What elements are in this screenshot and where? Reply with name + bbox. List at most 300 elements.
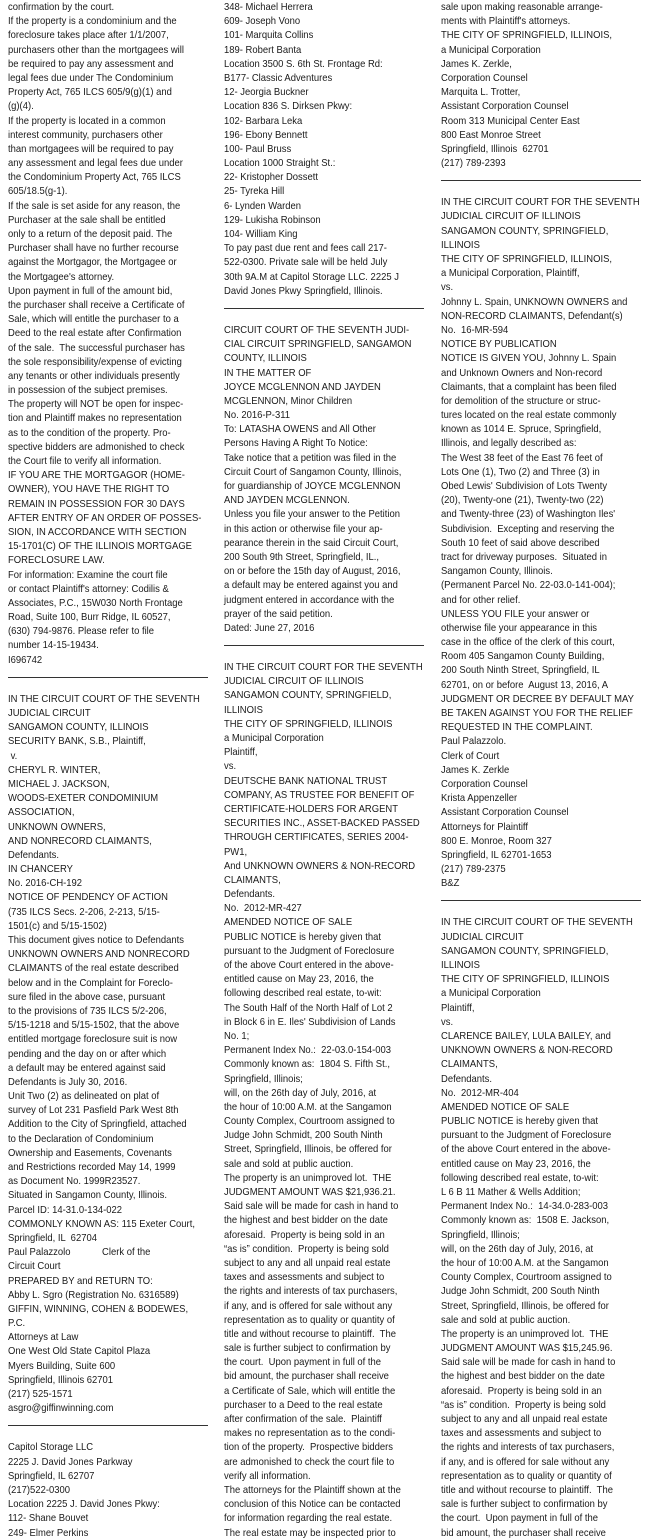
- notice-line: JOYCE MCGLENNON AND JAYDEN: [224, 380, 381, 393]
- notice-line: bid amount, the purchaser shall receive: [441, 1526, 606, 1539]
- notice-line: in Block 6 in E. Iles' Subdivision of Lands: [224, 1015, 396, 1028]
- notice-line: Said sale will be made for cash in hand to: [441, 1356, 616, 1369]
- notice-line: THROUGH CERTIFICATES, SERIES 2004-: [224, 831, 409, 844]
- notice-line: be required to pay any assessment and: [8, 57, 174, 70]
- notice-line: PUBLIC NOTICE is hereby given that: [224, 930, 382, 943]
- notice-line: IF YOU ARE THE MORTGAGOR (HOME-: [8, 469, 185, 482]
- notice-line: a default may be entered against you and: [224, 579, 398, 592]
- notice-line: JUDGMENT AMOUNT WAS $15,245.96.: [441, 1342, 613, 1355]
- notice-line: legal fees due under The Condominium: [8, 71, 174, 84]
- notice-line: CLAIMANTS,: [441, 1058, 498, 1071]
- notice-line: sale upon making reasonable arrange-: [441, 1, 603, 13]
- notice-line: 129- Lukisha Robinson: [224, 213, 321, 226]
- notice-line: NOTICE OF PENDENCY OF ACTION: [8, 891, 168, 904]
- notice-line: MICHAEL J. JACKSON,: [8, 777, 110, 790]
- notice-line: 104- William King: [224, 228, 298, 240]
- notice-line: Said sale will be made for cash in hand to: [224, 1200, 399, 1213]
- notice-line: IN THE CIRCUIT COURT OF THE SEVENTH: [441, 916, 633, 929]
- notice-line: Location 1000 Straight St.:: [224, 157, 336, 170]
- notice-line: interest community, purchasers other: [8, 128, 163, 141]
- column-3: [441, 0, 643, 1539]
- column-1: [8, 0, 210, 1539]
- column-2: [224, 0, 426, 1539]
- notice-line: SION, IN ACCORDANCE WITH SECTION: [8, 525, 187, 538]
- notice-line: spective bidders are admonished to check: [8, 440, 185, 453]
- notice-line: And UNKNOWN OWNERS & NON-RECORD: [224, 859, 416, 872]
- notice-line: (630) 794-9876. Please refer to file: [8, 625, 155, 638]
- notice-line: the highest and best bidder on the date: [224, 1214, 388, 1227]
- notice-line: 196- Ebony Bennett: [224, 128, 308, 141]
- notice-line: OWNER), YOU HAVE THE RIGHT TO: [8, 483, 170, 496]
- notice-line: Unit Two (2) as delineated on plat of: [8, 1090, 160, 1103]
- notice-line: To: LATASHA OWENS and All Other: [224, 423, 376, 436]
- notice-line: entitled cause on May 23, 2016, the: [441, 1157, 591, 1170]
- legal-notice: [224, 660, 426, 1540]
- notice-line: GIFFIN, WINNING, COHEN & BODEWES,: [8, 1302, 189, 1315]
- notice-line: Room 405 Sangamon County Building,: [441, 650, 605, 663]
- notice-line: a default may be entered against said: [8, 1061, 166, 1074]
- notice-line: No. 2016-CH-192: [8, 877, 83, 890]
- notice-line: 62701, on or before August 13, 2016, A: [441, 678, 609, 691]
- notice-line: Defendants.: [441, 1072, 492, 1085]
- notice-line: The West 38 feet of the East 76 feet of: [441, 451, 603, 464]
- notice-line: JUDICIAL CIRCUIT: [441, 930, 524, 943]
- notice-line: County Complex, Courtroom assigned to: [224, 1115, 395, 1128]
- notice-line: sale and sold at public auction.: [441, 1313, 571, 1326]
- notice-line: the Court file to verify all information.: [8, 455, 162, 467]
- notice-line: Springfield, Illinois 62701: [8, 1373, 114, 1386]
- notice-line: Johnny L. Spain, UNKNOWN OWNERS and: [441, 295, 628, 308]
- notice-line: the court. Upon payment in full of the: [224, 1356, 382, 1369]
- notice-line: Defendants is July 30, 2016.: [8, 1075, 128, 1088]
- notice-line: v.: [8, 749, 18, 762]
- notice-line: COMPANY, AS TRUSTEE FOR BENEFIT OF: [224, 788, 415, 801]
- notice-line: and Restrictions recorded May 14, 1999: [8, 1161, 176, 1173]
- notice-line: of the sale. The successful purchaser has: [8, 341, 185, 354]
- notice-line: aforesaid. Property is being sold in an: [224, 1228, 385, 1241]
- notice-line: Circuit Court of Sangamon County, Illinois,: [224, 465, 402, 478]
- notice-line: the purchaser shall receive a Certificate of: [8, 298, 185, 311]
- notice-line: CLARENCE BAILEY, LULA BAILEY, and: [441, 1029, 611, 1042]
- notice-line: purchaser to a Deed to the real estate: [224, 1398, 383, 1411]
- notice-line: Attorneys at Law: [8, 1331, 79, 1344]
- notice-line: sale and sold at public auction.: [224, 1157, 354, 1170]
- notice-line: Street, Springfield, Illinois, be offered for: [441, 1299, 609, 1312]
- notice-line: This document gives notice to Defendants: [8, 934, 184, 946]
- notice-line: vs.: [441, 1015, 454, 1028]
- notice-line: sale is further subject to confirmation by: [224, 1342, 391, 1355]
- notice-line: PREPARED BY and RETURN TO:: [8, 1274, 153, 1287]
- notice-line: verify all information.: [224, 1469, 311, 1482]
- notice-line: If the sale is set aside for any reason, the: [8, 199, 181, 212]
- notice-line: in possession of the subject premises.: [8, 384, 168, 397]
- notice-line: subject to any and all unpaid real estate: [224, 1256, 391, 1269]
- notice-line: the sole responsibility/expense of evicting: [8, 355, 182, 368]
- notice-line: tures located on the real estate commonly: [441, 409, 617, 422]
- notice-line: For information: Examine the court file: [8, 568, 168, 581]
- notice-line: NON-RECORD CLAIMANTS, Defendant(s): [441, 309, 623, 322]
- notice-line: “as is” condition. Property is being sold: [224, 1242, 389, 1255]
- legal-notice: [441, 195, 643, 890]
- notice-line: AMENDED NOTICE OF SALE: [224, 916, 353, 929]
- notice-line: “as is” condition. Property is being sold: [441, 1398, 606, 1411]
- notice-line: Subdivision. Excepting and reserving the: [441, 522, 615, 535]
- notice-line: judgment entered in accordance with the: [224, 593, 395, 606]
- notice-line: Clerk of Court: [441, 749, 500, 762]
- notice-line: IN THE MATTER OF: [224, 366, 312, 379]
- notice-line: Springfield, IL 62707: [8, 1469, 95, 1482]
- notice-divider: [441, 900, 641, 901]
- notice-line: Commonly known as: 1508 E. Jackson,: [441, 1214, 610, 1227]
- notice-line: a Municipal Corporation: [224, 732, 324, 744]
- legal-notice: [224, 323, 426, 635]
- notice-line: 800 East Monroe Street: [441, 128, 541, 141]
- notice-line: IN THE CIRCUIT COURT FOR THE SEVENTH: [441, 196, 640, 209]
- notice-line: Permanent Index No.: 14-34.0-283-003: [441, 1200, 609, 1213]
- notice-line: or contact Plaintiff's attorney: Codilis &: [8, 582, 169, 595]
- notice-line: Deed to the real estate after Confirmation: [8, 327, 182, 340]
- notice-line: a Municipal Corporation, Plaintiff,: [441, 267, 580, 280]
- notice-line: foreclosure takes place after 1/1/2007,: [8, 29, 169, 42]
- notice-line: Take notice that a petition was filed in the: [224, 451, 397, 464]
- notice-line: AFTER ENTRY OF AN ORDER OF POSSES-: [8, 511, 202, 524]
- notice-line: taxes and assessments and subject to: [224, 1271, 385, 1284]
- notice-line: Permanent Index No.: 22-03.0-154-003: [224, 1044, 392, 1057]
- notice-line: Circuit Court: [8, 1260, 61, 1273]
- notice-line: L 6 B 11 Mather & Wells Addition;: [441, 1186, 581, 1198]
- notice-line: UNKNOWN OWNERS,: [8, 820, 106, 833]
- notice-line: COUNTY, ILLINOIS: [224, 352, 307, 365]
- notice-line: Springfield, Illinois;: [224, 1072, 303, 1085]
- notice-line: Obed Lewis' Subdivision of Lots Twenty: [441, 480, 608, 492]
- notice-line: Sangamon County, Illinois.: [441, 565, 553, 578]
- notice-line: WOODS-EXETER CONDOMINIUM: [8, 792, 159, 805]
- notice-line: than mortgagees will be required to pay: [8, 142, 174, 155]
- notice-line: 200 South 9th Street, Springfield, IL.,: [224, 550, 379, 563]
- notice-line: Location 836 S. Dirksen Pkwy:: [224, 100, 353, 113]
- legal-notice: [441, 915, 643, 1539]
- notice-line: the Mortgagee's attorney.: [8, 270, 115, 283]
- notice-line: any tenants or other individuals presently: [8, 369, 180, 382]
- notice-line: any assessment and legal fees due under: [8, 157, 183, 170]
- notice-line: purchasers other than the mortgagees will: [8, 43, 184, 56]
- notice-line: Paul Palazzolo.: [441, 735, 507, 748]
- notice-line: vs.: [224, 760, 237, 773]
- notice-line: of the above Court entered in the above-: [441, 1143, 611, 1156]
- notice-line: The attorneys for the Plaintiff shown at the: [224, 1483, 401, 1496]
- notice-line: for demolition of the structure or struc-: [441, 394, 601, 407]
- legal-notice: [441, 0, 643, 170]
- notice-line: 6- Lynden Warden: [224, 199, 302, 212]
- notice-line: BE TAKEN AGAINST YOU FOR THE RELIEF: [441, 707, 633, 719]
- notice-line: Springfield, Illinois 62701: [441, 142, 549, 155]
- notice-line: AMENDED NOTICE OF SALE: [441, 1100, 570, 1113]
- notice-line: pending and the day on or after which: [8, 1047, 167, 1060]
- notice-line: representation as to quality or quantity of: [441, 1469, 612, 1482]
- notice-line: aforesaid. Property is being sold in an: [441, 1384, 602, 1397]
- notice-line: ASSOCIATION,: [8, 806, 75, 819]
- notice-line: CERTIFICATE-HOLDERS FOR ARGENT: [224, 802, 398, 815]
- notice-line: Claimants, that a complaint has been filed: [441, 380, 617, 393]
- notice-line: If the property is a condominium and the: [8, 15, 177, 28]
- notice-line: Assistant Corporation Counsel: [441, 806, 569, 819]
- notice-line: B&Z: [441, 877, 460, 890]
- notice-line: if any, and is offered for sale without any: [441, 1455, 610, 1468]
- notice-line: Persons Having A Right To Notice:: [224, 437, 368, 450]
- notice-line: (217) 789-2393: [441, 157, 506, 170]
- notice-line: Room 313 Municipal Center East: [441, 114, 580, 127]
- notice-line: SANGAMON COUNTY, SPRINGFIELD,: [441, 944, 609, 957]
- notice-line: JUDGMENT OR DECREE BY DEFAULT MAY: [441, 692, 634, 705]
- notice-line: UNKNOWN OWNERS & NON-RECORD: [441, 1044, 613, 1057]
- notice-line: the highest and best bidder on the date: [441, 1370, 605, 1383]
- notice-line: The property is an unimproved lot. THE: [224, 1171, 392, 1184]
- notice-line: Corporation Counsel: [441, 777, 528, 790]
- notice-line: B177- Classic Adventures: [224, 71, 333, 84]
- notice-divider: [441, 180, 641, 181]
- notice-line: IN CHANCERY: [8, 863, 73, 876]
- notice-line: Plaintiff,: [441, 1001, 475, 1014]
- notice-line: a Municipal Corporation: [441, 987, 541, 1000]
- notice-line: and for other relief.: [441, 593, 521, 606]
- notice-line: tract for driveway purposes. Situated in: [441, 550, 607, 563]
- notice-line: title and without recourse to plaintiff. The: [441, 1483, 613, 1496]
- notice-line: of the above Court entered in the above-: [224, 959, 394, 971]
- notice-line: and Twenty-three (23) of Washington Iles': [441, 508, 616, 521]
- notice-line: (20), Twenty-one (21), Twenty-two (22): [441, 494, 604, 507]
- notice-line: Defendants.: [224, 888, 275, 901]
- notice-line: makes no representation as to the condi-: [224, 1427, 396, 1440]
- notice-line: Judge John Schmidt, 200 South Ninth: [441, 1285, 600, 1298]
- notice-line: only to a return of the deposit paid. The: [8, 228, 173, 240]
- notice-line: following described real estate, to-wit:: [224, 987, 382, 1000]
- notice-line: 25- Tyreka Hill: [224, 185, 285, 198]
- notice-line: AND NONRECORD CLAIMANTS,: [8, 834, 152, 847]
- notice-line: Road, Suite 100, Burr Ridge, IL 60527,: [8, 611, 171, 624]
- notice-line: tion of the property. Prospective bidders: [224, 1441, 393, 1454]
- notice-line: 112- Shane Bouvet: [8, 1512, 89, 1525]
- notice-divider: [224, 645, 424, 646]
- notice-line: 15-1701(C) OF THE ILLINOIS MORTGAGE: [8, 540, 192, 553]
- notice-line: to the Declaration of Condominium: [8, 1132, 154, 1145]
- notice-line: taxes and assessments and subject to: [441, 1427, 602, 1440]
- notice-line: 30th 9A.M at Capitol Storage LLC. 2225 J: [224, 270, 399, 283]
- notice-line: known as 1014 E. Spruce, Springfield,: [441, 423, 602, 436]
- notice-line: ILLINOIS: [224, 703, 263, 716]
- notice-line: Corporation Counsel: [441, 71, 528, 84]
- notice-line: CLAIMANTS,: [224, 873, 281, 886]
- notice-line: I696742: [8, 653, 43, 666]
- notice-line: if any, and is offered for sale without any: [224, 1299, 393, 1312]
- notice-line: IN THE CIRCUIT COURT FOR THE SEVENTH: [224, 661, 423, 674]
- notice-line: NOTICE IS GIVEN YOU, Johnny L. Spain: [441, 352, 617, 365]
- notice-line: One West Old State Capitol Plaza: [8, 1345, 151, 1358]
- notice-line: 200 South Ninth Street, Springfield, IL: [441, 664, 600, 677]
- notice-line: Addition to the City of Springfield, attached: [8, 1118, 187, 1131]
- notice-line: a Certificate of Sale, which will entitle the: [224, 1384, 396, 1397]
- notice-line: Plaintiff,: [224, 746, 258, 759]
- notice-line: JUDICIAL CIRCUIT OF ILLINOIS: [441, 210, 581, 223]
- notice-line: FORECLOSURE LAW.: [8, 554, 105, 567]
- notice-line: bid amount, the purchaser shall receive: [224, 1370, 389, 1383]
- notice-line: the hour of 10:00 A.M. at the Sangamon: [224, 1100, 392, 1113]
- notice-line: Capitol Storage LLC: [8, 1441, 94, 1454]
- notice-line: a Municipal Corporation: [441, 43, 541, 56]
- notice-line: on or before the 15th day of August, 2016,: [224, 565, 401, 578]
- notice-line: COMMONLY KNOWN AS: 115 Exeter Court,: [8, 1217, 195, 1230]
- notice-line: P.C.: [8, 1317, 26, 1330]
- notice-line: as to the condition of the property. Pro-: [8, 426, 171, 439]
- notice-line: The property is an unimproved lot. THE: [441, 1327, 609, 1340]
- notice-line: 2225 J. David Jones Parkway: [8, 1455, 133, 1468]
- notice-line: Judge John Schmidt, 200 South Ninth: [224, 1129, 383, 1142]
- notice-line: Location 3500 S. 6th St. Frontage Rd:: [224, 57, 383, 70]
- notice-line: MCGLENNON, Minor Children: [224, 394, 353, 407]
- notice-line: prayer of the said petition.: [224, 607, 333, 620]
- notice-line: SANGAMON COUNTY, ILLINOIS: [8, 721, 149, 734]
- notice-line: No. 2012-MR-427: [224, 902, 302, 915]
- notice-line: are admonished to check the court file to: [224, 1455, 395, 1468]
- notice-line: sale is further subject to confirmation by: [441, 1498, 608, 1511]
- notice-line: THE CITY OF SPRINGFIELD, ILLINOIS: [224, 717, 393, 730]
- notice-line: number 14-15-19434.: [8, 639, 99, 652]
- notice-line: 102- Barbara Leka: [224, 114, 303, 127]
- notice-line: Purchaser at the sale shall be entitled: [8, 213, 166, 226]
- notice-line: The real estate may be inspected prior to: [224, 1526, 396, 1539]
- notice-line: pearance therein in the said Circuit Court,: [224, 536, 399, 549]
- notice-line: County Complex, Courtroom assigned to: [441, 1271, 612, 1284]
- notice-line: in this action or otherwise file your ap-: [224, 522, 383, 535]
- notice-line: (Permanent Parcel No. 22-03.0-141-004);: [441, 579, 616, 592]
- notice-line: SANGAMON COUNTY, SPRINGFIELD,: [441, 224, 609, 237]
- notice-line: 800 E. Monroe, Room 327: [441, 834, 552, 847]
- notice-line: asgro@giffinwinning.com: [8, 1402, 114, 1415]
- notice-line: will, on the 26th day of July, 2016, at: [441, 1242, 594, 1255]
- notice-line: No. 2012-MR-404: [441, 1086, 519, 1099]
- notice-line: tion and Plaintiff makes no representation: [8, 412, 182, 425]
- notice-line: CLAIMANTS of the real estate described: [8, 962, 179, 975]
- notice-line: the rights and interests of tax purchasers,: [224, 1285, 398, 1298]
- notice-line: Location 2225 J. David Jones Pkwy:: [8, 1498, 160, 1511]
- notice-line: Dated: June 27, 2016: [224, 621, 315, 634]
- notice-line: Marquita L. Trotter,: [441, 86, 521, 99]
- notice-line: 101- Marquita Collins: [224, 29, 314, 42]
- notice-line: will, on the 26th day of July, 2016, at: [224, 1086, 377, 1099]
- notice-divider: [8, 677, 208, 678]
- notice-divider: [8, 1425, 208, 1426]
- notice-line: (217)522-0300: [8, 1483, 71, 1496]
- notice-line: SECURITIES INC., ASSET-BACKED PASSED: [224, 817, 420, 830]
- notice-line: after confirmation of the sale. Plaintiff: [224, 1413, 382, 1425]
- notice-line: below and in the Complaint for Foreclo-: [8, 976, 173, 989]
- notice-line: following described real estate, to-wit:: [441, 1171, 599, 1184]
- notice-line: (217) 789-2375: [441, 863, 506, 876]
- notice-line: THE CITY OF SPRINGFIELD, ILLINOIS,: [441, 29, 613, 42]
- notice-line: confirmation by the court.: [8, 1, 115, 13]
- notice-line: title and without recourse to plaintiff. The: [224, 1327, 396, 1340]
- notice-line: JUDICIAL CIRCUIT: [8, 707, 91, 719]
- notice-line: Krista Appenzeller: [441, 792, 518, 805]
- notice-line: Paul Palazzolo Clerk of the: [8, 1246, 151, 1259]
- notice-line: No. 16-MR-594: [441, 323, 509, 336]
- notice-line: JUDICIAL CIRCUIT OF ILLINOIS: [224, 675, 364, 688]
- notice-line: the rights and interests of tax purchasers,: [441, 1441, 615, 1454]
- legal-notice: [8, 692, 210, 1416]
- notice-divider: [224, 308, 424, 309]
- notice-line: Purchaser shall have no further recourse: [8, 242, 179, 255]
- notice-line: Associates, P.C., 15W030 North Frontage: [8, 596, 183, 609]
- notice-line: Lots One (1), Two (2) and Three (3) in: [441, 465, 600, 478]
- notice-line: Commonly known as: 1804 S. Fifth St.,: [224, 1058, 390, 1071]
- notice-line: 12- Jeorgia Buckner: [224, 86, 309, 99]
- notice-line: to the provisions of 735 ILCS 5/2-206,: [8, 1004, 167, 1017]
- notice-line: REMAIN IN POSSESSION FOR 30 DAYS: [8, 497, 185, 510]
- notice-line: THE CITY OF SPRINGFIELD, ILLINOIS: [441, 973, 610, 986]
- notice-line: The South Half of the North Half of Lot 2: [224, 1001, 393, 1014]
- notice-line: ILLINOIS: [441, 959, 480, 971]
- notice-line: entitled cause on May 23, 2016, the: [224, 973, 374, 986]
- notice-line: Property Act, 765 ILCS 605/9(g)(1) and: [8, 86, 172, 99]
- notice-line: CIRCUIT COURT OF THE SEVENTH JUDI-: [224, 323, 410, 336]
- notice-line: otherwise file your appearance in this: [441, 621, 598, 634]
- notice-line: Street, Springfield, Illinois, be offered for: [224, 1143, 392, 1156]
- notice-line: Myers Building, Suite 600: [8, 1359, 116, 1372]
- notice-line: The property will NOT be open for inspec-: [8, 398, 184, 411]
- notice-line: David Jones Pkwy Springfield, Illinois.: [224, 284, 383, 297]
- notice-line: James K. Zerkle,: [441, 57, 512, 70]
- notice-line: survey of Lot 231 Pasfield Park West 8th: [8, 1104, 179, 1117]
- legal-notice: [8, 1440, 210, 1539]
- notice-line: entitled mortgage foreclosure suit is now: [8, 1033, 178, 1046]
- notice-line: 249- Elmer Perkins: [8, 1526, 89, 1539]
- notice-line: for guardianship of JOYCE MCGLENNON: [224, 480, 401, 492]
- legal-notice: [224, 0, 426, 298]
- notice-line: AND JAYDEN MCGLENNON.: [224, 494, 350, 507]
- notice-line: Ownership and Easements, Covenants: [8, 1146, 172, 1159]
- notice-line: 609- Joseph Vono: [224, 15, 301, 28]
- notice-line: Illinois, and legally described as:: [441, 437, 577, 450]
- notice-line: ments with Plaintiff's attorneys.: [441, 15, 571, 28]
- notice-line: To pay past due rent and fees call 217-: [224, 242, 387, 255]
- notice-line: Springfield, Illinois;: [441, 1228, 520, 1241]
- notice-line: REQUESTED IN THE COMPLAINT.: [441, 721, 593, 734]
- notice-line: as Document No. 1999R23527.: [8, 1175, 141, 1188]
- notice-line: South 10 feet of said above described: [441, 536, 600, 549]
- notice-line: pursuant to the Judgment of Foreclosure: [441, 1129, 612, 1142]
- notice-line: representation as to quality or quantity of: [224, 1313, 395, 1326]
- notice-line: (735 ILCS Secs. 2-206, 2-213, 5/15-: [8, 905, 160, 918]
- notice-line: Sale, which will entitle the purchaser to a: [8, 313, 179, 326]
- notice-line: case in the office of the clerk of this court,: [441, 636, 615, 649]
- notice-line: (g)(4).: [8, 100, 34, 113]
- notice-line: Parcel ID: 14-31.0-134-022: [8, 1203, 122, 1216]
- notice-line: Unless you file your answer to the Petition: [224, 508, 400, 521]
- notice-line: CIAL CIRCUIT SPRINGFIELD, SANGAMON: [224, 338, 412, 351]
- notice-line: subject to any and all unpaid real estate: [441, 1413, 608, 1425]
- notice-line: No. 2016-P-311: [224, 409, 291, 422]
- notice-line: Situated in Sangamon County, Illinois.: [8, 1189, 168, 1202]
- notice-line: THE CITY OF SPRINGFIELD, ILLINOIS,: [441, 253, 613, 265]
- notice-line: the court. Upon payment in full of the: [441, 1512, 599, 1525]
- notice-line: Upon payment in full of the amount bid,: [8, 284, 173, 297]
- notice-line: 605/18.5(g-1).: [8, 185, 68, 198]
- notice-line: 22- Kristopher Dossett: [224, 171, 319, 184]
- legal-notice: [8, 0, 210, 667]
- notice-line: Assistant Corporation Counsel: [441, 100, 569, 113]
- notice-line: sure filed in the above case, pursuant: [8, 990, 166, 1003]
- notice-line: (217) 525-1571: [8, 1388, 73, 1400]
- notice-line: against the Mortgagor, the Mortgagee or: [8, 256, 177, 269]
